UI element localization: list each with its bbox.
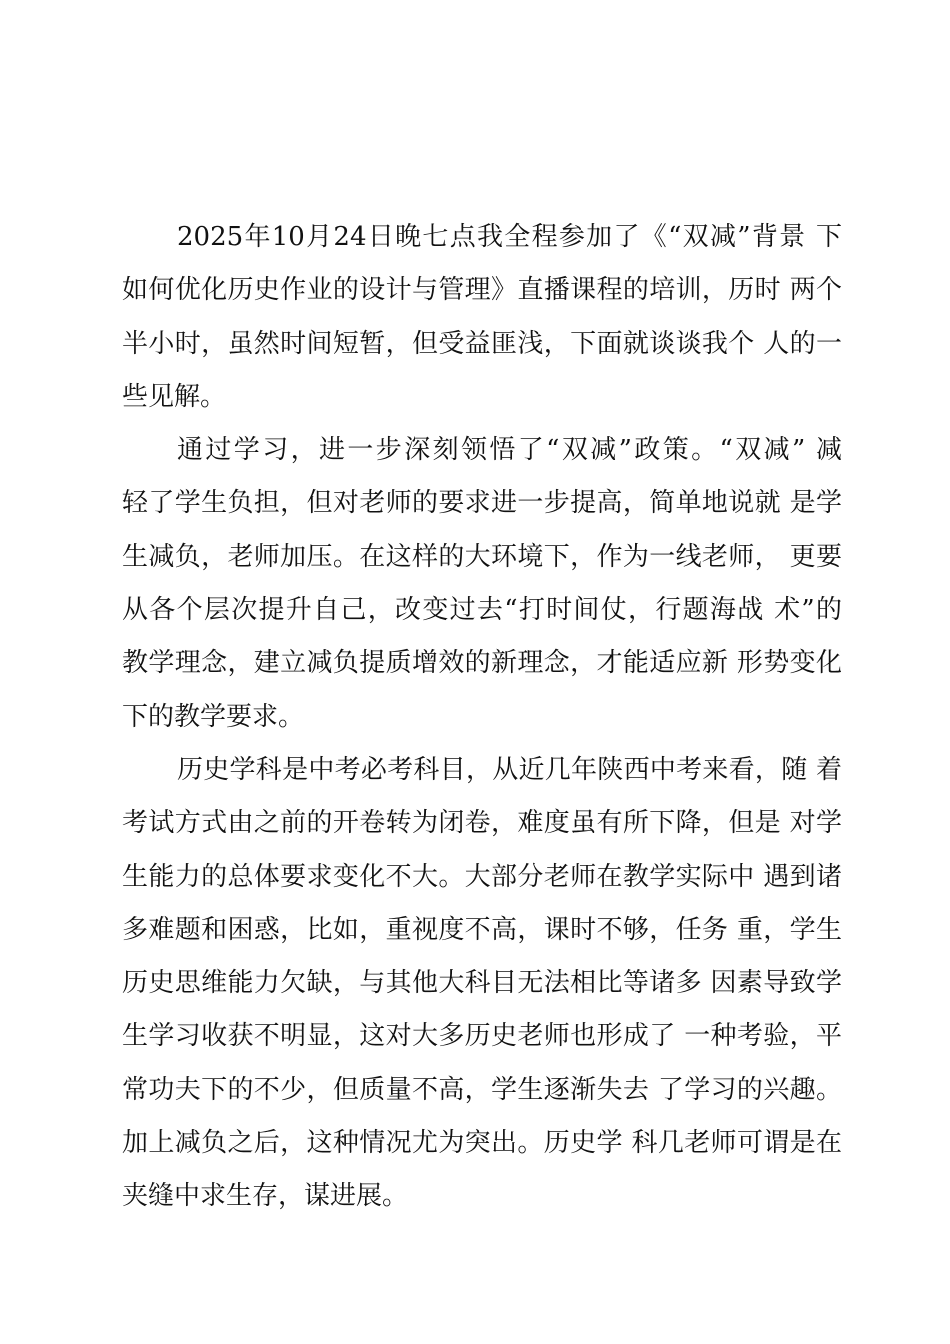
paragraph-1 bbox=[122, 211, 842, 424]
text-line: 夹缝中求生存，谋进展。 bbox=[122, 1181, 409, 1212]
text-line: 些见解。 bbox=[122, 381, 227, 412]
text-line: 多难题和困惑，比如，重视度不高，课时不够，任务 重，学生 bbox=[122, 914, 842, 945]
text-line: 如何优化历史作业的设计与管理》直播课程的培训，历时 两个 bbox=[122, 275, 842, 306]
text-line: 生能力的总体要求变化不大。大部分老师在教学实际中 遇到诸 bbox=[122, 861, 842, 892]
text-line: 考试方式由之前的开卷转为闭卷，难度虽有所下降，但是 对学 bbox=[122, 808, 842, 839]
text-line: 加上减负之后，这种情况尤为突出。历史学 科几老师可谓是在 bbox=[122, 1128, 842, 1159]
text-line: 历史思维能力欠缺，与其他大科目无法相比等诸多 因素导致学 bbox=[122, 968, 842, 999]
text-line: 生学习收获不明显，这对大多历史老师也形成了 一种考验，平 bbox=[122, 1021, 842, 1052]
document-body bbox=[122, 211, 842, 1224]
text-line: 教学理念，建立减负提质增效的新理念，才能适应新 形势变化 bbox=[122, 648, 842, 679]
text-line: 常功夫下的不少，但质量不高，学生逐渐失去 了学习的兴趣。 bbox=[122, 1074, 842, 1105]
text-line: 轻了学生负担，但对老师的要求进一步提高，简单地说就 是学 bbox=[122, 488, 842, 519]
text-line: 下的教学要求。 bbox=[122, 701, 305, 732]
paragraph-3 bbox=[122, 744, 842, 1224]
text-line: 2025年10月24日晚七点我全程参加了《“双减”背景 下 bbox=[177, 222, 842, 252]
paragraph-2 bbox=[122, 424, 842, 744]
text-line: 从各个层次提升自己，改变过去“打时间仗，行题海战 术”的 bbox=[122, 595, 842, 626]
text-line: 通过学习，进一步深刻领悟了“双减”政策。“双减” 减 bbox=[177, 435, 842, 466]
text-line: 生减负，老师加压。在这样的大环境下，作为一线老师， 更要 bbox=[122, 541, 842, 572]
text-line: 半小时，虽然时间短暂，但受益匪浅，下面就谈谈我个 人的一 bbox=[122, 328, 842, 359]
text-line: 历史学科是中考必考科目，从近几年陕西中考来看，随 着 bbox=[177, 754, 842, 785]
